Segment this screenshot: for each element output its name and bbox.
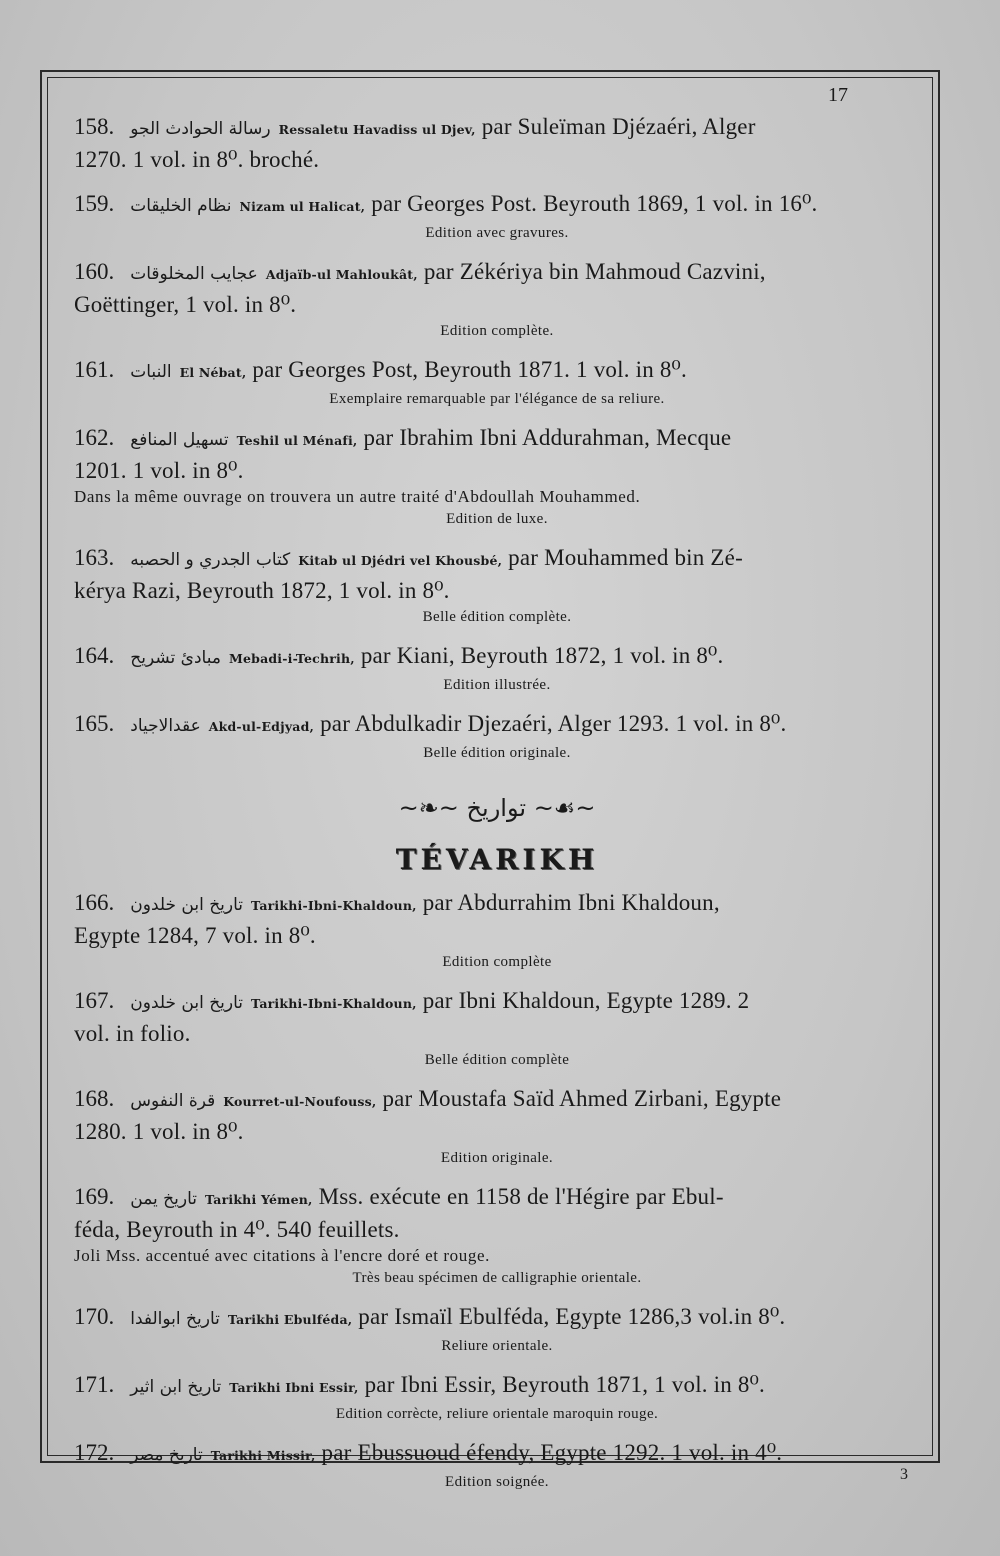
transliterated-title: Mebadi-i-Techrih, — [228, 651, 355, 666]
entry-number: 171. — [74, 1372, 115, 1397]
catalog-entry — [74, 1302, 920, 1356]
transliterated-title: Tarikhi Missir, — [210, 1448, 316, 1463]
entry-line — [74, 423, 920, 456]
arabic-title: تاريخ ابن خلدون — [130, 895, 244, 915]
section-heading: TÉVARIKH — [395, 843, 599, 876]
entry-description: Mss. exécute en 1158 de l'Hégire par Ebul- — [318, 1184, 724, 1209]
entry-remark: Joli Mss. accentué avec citations à l'encre doré et rouge. — [74, 1246, 490, 1265]
entry-number: 166. — [74, 890, 115, 915]
catalog-entry — [74, 112, 920, 175]
entry-spacer — [74, 1168, 920, 1182]
entry-line — [74, 543, 920, 576]
entry-description: 1280. 1 vol. in 8⁰. — [74, 1119, 244, 1144]
edition-note: Edition illustrée. — [443, 677, 551, 693]
catalog-entry — [74, 709, 920, 763]
entry-description: Egypte 1284, 7 vol. in 8⁰. — [74, 923, 316, 948]
entry-description: 1270. 1 vol. in 8⁰. broché. — [74, 147, 320, 172]
entry-line — [74, 112, 920, 145]
entry-line — [74, 709, 920, 742]
transliterated-title: Akd-ul-Edjyad, — [208, 719, 315, 734]
entry-description: vol. in folio. — [74, 1021, 191, 1046]
transliterated-title: Kitab ul Djédri vel Khousbé, — [298, 553, 503, 568]
entry-description: par Mouhammed bin Zé- — [508, 545, 743, 570]
entry-description: par Zékériya bin Mahmoud Cazvini, — [423, 259, 766, 284]
entry-description: par Ibni Khaldoun, Egypte 1289. 2 — [422, 988, 750, 1013]
arabic-title: تاريخ ابن اثير — [130, 1377, 222, 1397]
transliterated-title: Adjaïb-ul Mahloukât, — [265, 267, 418, 282]
catalog-entry — [74, 543, 920, 627]
catalog-entries-part-2 — [74, 888, 920, 1492]
catalog-entry — [74, 641, 920, 695]
arabic-title: رسالة الحوادث الجو — [130, 119, 271, 139]
entry-line — [74, 986, 920, 1019]
entry-description: par Ibrahim Ibni Addurahman, Mecque — [363, 425, 732, 450]
entry-line — [74, 189, 920, 222]
entry-line — [74, 290, 920, 320]
edition-note: Edition corrècte, reliure orientale maroquin rouge. — [335, 1406, 659, 1422]
entry-number: 169. — [74, 1184, 115, 1209]
entry-line — [74, 641, 920, 674]
entry-number: 160. — [74, 259, 115, 284]
entry-spacer — [74, 972, 920, 986]
transliterated-title: Ressaletu Havadiss ul Djev, — [278, 122, 476, 137]
entry-line — [74, 1117, 920, 1147]
entry-line — [74, 355, 920, 388]
entry-spacer — [74, 175, 920, 189]
edition-note: Belle édition originale. — [423, 745, 571, 761]
entry-line — [74, 888, 920, 921]
catalog-entry — [74, 1182, 920, 1288]
arabic-title: عجايب المخلوقات — [130, 264, 258, 284]
entry-description: par Ismaïl Ebulféda, Egypte 1286,3 vol.in 8⁰. — [358, 1304, 786, 1329]
entry-number: 163. — [74, 545, 115, 570]
arabic-title: النبات — [130, 362, 172, 382]
edition-note: Reliure orientale. — [441, 1338, 553, 1354]
edition-note: Très beau spécimen de calligraphie orientale. — [352, 1270, 642, 1286]
sheet-number: 3 — [900, 1466, 908, 1483]
entry-description: par Georges Post. Beyrouth 1869, 1 vol. in 16⁰. — [371, 191, 818, 216]
entry-spacer — [74, 1070, 920, 1084]
transliterated-title: Tarikhi-Ibni-Khaldoun, — [251, 898, 417, 913]
arabic-title: تاريخ مصر — [130, 1445, 203, 1465]
ornament-left-flourish: ~❧~ — [398, 794, 459, 822]
transliterated-title: Tarikhi-Ibni-Khaldoun, — [251, 996, 417, 1011]
entry-number: 161. — [74, 357, 115, 382]
ornament-right-flourish: ~☙~ — [533, 794, 596, 822]
entry-spacer — [74, 341, 920, 355]
catalog-entry — [74, 189, 920, 243]
entry-spacer — [74, 1424, 920, 1438]
entry-line — [74, 145, 920, 175]
catalog-entry — [74, 423, 920, 529]
entry-line — [74, 1182, 920, 1215]
catalog-content — [74, 112, 920, 1492]
entry-description: par Georges Post, Beyrouth 1871. 1 vol. in 8⁰. — [252, 357, 687, 382]
entry-spacer — [74, 529, 920, 543]
entry-line — [74, 1438, 920, 1471]
edition-note: Edition avec gravures. — [425, 225, 569, 241]
transliterated-title: El Nébat, — [179, 365, 247, 380]
catalog-entry — [74, 1370, 920, 1424]
transliterated-title: Tarikhi Ebulféda, — [227, 1312, 353, 1327]
entry-number: 170. — [74, 1304, 115, 1329]
transliterated-title: Tarikhi Yémen, — [204, 1192, 313, 1207]
catalog-entry — [74, 257, 920, 341]
entry-description: par Ibni Essir, Beyrouth 1871, 1 vol. in 8⁰. — [364, 1372, 765, 1397]
transliterated-title: Tarikhi Ibni Essir, — [229, 1380, 359, 1395]
entry-number: 168. — [74, 1086, 115, 1111]
entry-description: par Suleïman Djézaéri, Alger — [481, 114, 756, 139]
entry-spacer — [74, 695, 920, 709]
page-number: 17 — [828, 84, 848, 106]
catalog-entry — [74, 888, 920, 972]
edition-note: Edition originale. — [440, 1150, 554, 1166]
entry-line — [74, 921, 920, 951]
entry-description: Goëttinger, 1 vol. in 8⁰. — [74, 292, 297, 317]
entry-description: kérya Razi, Beyrouth 1872, 1 vol. in 8⁰. — [74, 578, 450, 603]
entry-line — [74, 1215, 920, 1245]
catalog-entry — [74, 355, 920, 409]
entry-description: par Ebussuoud éfendy, Egypte 1292. 1 vol. in 4⁰. — [321, 1440, 783, 1465]
edition-note: Belle édition complète — [424, 1052, 570, 1068]
entry-number: 162. — [74, 425, 115, 450]
entry-description: par Abdurrahim Ibni Khaldoun, — [422, 890, 720, 915]
edition-note: Edition complète — [442, 954, 552, 970]
entry-number: 167. — [74, 988, 115, 1013]
entry-number: 172. — [74, 1440, 115, 1465]
arabic-title: تاريخ يمن — [130, 1189, 197, 1209]
edition-note: Exemplaire remarquable par l'élégance de sa reliure. — [329, 391, 665, 407]
entry-spacer — [74, 1356, 920, 1370]
arabic-title: عقدالاجياد — [130, 716, 201, 736]
transliterated-title: Kourret-ul-Noufouss, — [223, 1094, 377, 1109]
entry-line — [74, 1370, 920, 1403]
entry-description: par Moustafa Saïd Ahmed Zirbani, Egypte — [382, 1086, 782, 1111]
arabic-title: تسهيل المنافع — [130, 430, 229, 450]
entry-spacer — [74, 243, 920, 257]
entry-description: par Abdulkadir Djezaéri, Alger 1293. 1 vol. in 8⁰. — [320, 711, 787, 736]
edition-note: Belle édition complète. — [422, 609, 572, 625]
entry-description: 1201. 1 vol. in 8⁰. — [74, 458, 244, 483]
arabic-title: تاريخ ابوالفدا — [130, 1309, 220, 1329]
arabic-title: نظام الخليقات — [130, 196, 232, 216]
entry-line — [74, 1084, 920, 1117]
section-ornament — [74, 793, 920, 823]
ornament-arabic-title: تواريخ — [466, 794, 527, 822]
arabic-title: تاريخ ابن خلدون — [130, 993, 244, 1013]
catalog-entry — [74, 986, 920, 1070]
entry-description: par Kiani, Beyrouth 1872, 1 vol. in 8⁰. — [360, 643, 724, 668]
entry-spacer — [74, 627, 920, 641]
catalog-entry — [74, 1438, 920, 1492]
entry-line — [74, 257, 920, 290]
transliterated-title: Teshil ul Ménafi, — [236, 433, 358, 448]
entry-number: 158. — [74, 114, 115, 139]
entry-spacer — [74, 1288, 920, 1302]
entry-line — [74, 1302, 920, 1335]
entry-line — [74, 456, 920, 486]
edition-note: Edition soignée. — [445, 1474, 549, 1490]
arabic-title: كتاب الجدري و الحصبه — [130, 550, 291, 570]
edition-note: Edition de luxe. — [446, 511, 548, 527]
entry-line — [74, 1019, 920, 1049]
transliterated-title: Nizam ul Halicat, — [239, 199, 366, 214]
entry-description: féda, Beyrouth in 4⁰. 540 feuillets. — [74, 1217, 400, 1242]
entry-line — [74, 576, 920, 606]
catalog-entry — [74, 1084, 920, 1168]
catalog-entries-part-1 — [74, 112, 920, 763]
arabic-title: قرة النفوس — [130, 1091, 216, 1111]
entry-number: 164. — [74, 643, 115, 668]
entry-number: 165. — [74, 711, 115, 736]
entry-spacer — [74, 409, 920, 423]
arabic-title: مبادئ تشريح — [130, 648, 221, 668]
edition-note: Edition complète. — [440, 323, 554, 339]
entry-remark: Dans la même ouvrage on trouvera un autre traité d'Abdoullah Mouhammed. — [74, 487, 641, 506]
entry-number: 159. — [74, 191, 115, 216]
